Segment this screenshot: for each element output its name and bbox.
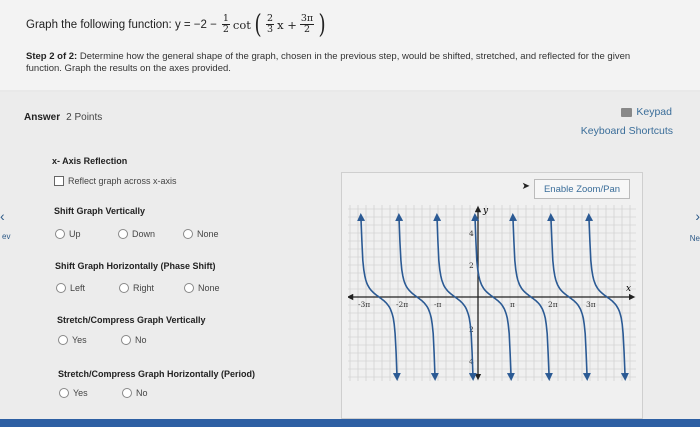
chevron-left-icon: ‹ [0, 208, 5, 224]
reflect-checkbox-label: Reflect graph across x-axis [68, 176, 177, 186]
step-label: Step 2 of 2: [26, 51, 78, 62]
problem-header [0, 0, 700, 90]
radio-label: Yes [72, 335, 87, 345]
argument-denominator: 3 [267, 24, 274, 35]
radio-circle[interactable] [56, 283, 66, 293]
x-axis-label: x [626, 284, 632, 294]
radio-shift-left[interactable] [56, 283, 85, 293]
function-name: cot [232, 17, 251, 32]
answer-points: 2 Points [66, 112, 103, 123]
checkbox-box[interactable] [54, 176, 64, 186]
radio-stretch-horiz-yes[interactable] [59, 388, 88, 398]
step-text: Determine how the general shape of the graph, chosen in the previous step, would be shifted, stretched, and reflected for the given function. Graph the results on the axes provided. [26, 51, 631, 74]
coefficient-denominator: 2 [222, 24, 229, 35]
coefficient-fraction [222, 14, 230, 35]
prev-nav[interactable] [0, 208, 12, 248]
radio-circle[interactable] [58, 335, 68, 345]
radio-label: Right [133, 283, 155, 293]
radio-stretch-horiz-no[interactable] [122, 388, 148, 398]
shift-horizontal-title: Shift Graph Horizontally (Phase Shift) [55, 261, 216, 271]
radio-stretch-vert-no[interactable] [121, 335, 147, 345]
radio-shift-up[interactable] [55, 229, 81, 239]
radio-label: Yes [73, 388, 88, 398]
question-prefix: Graph the following function: y = −2 − [26, 18, 217, 31]
argument-variable: x + [277, 17, 297, 32]
radio-shift-down[interactable] [118, 229, 155, 239]
keyboard-icon [621, 108, 632, 117]
radio-circle[interactable] [184, 283, 194, 293]
x-reflection-title: x- Axis Reflection [52, 156, 128, 166]
radio-circle[interactable] [122, 388, 132, 398]
y-tick-label: 2 [469, 325, 474, 334]
step-instructions [26, 51, 666, 75]
argument-numerator: 2 [267, 13, 274, 24]
cursor-icon: ➤ [521, 181, 530, 192]
radio-label: Left [70, 283, 86, 293]
keyboard-shortcuts-link[interactable]: Keyboard Shortcuts [580, 125, 673, 137]
radio-circle[interactable] [118, 229, 128, 239]
answer-heading [24, 112, 102, 123]
radio-circle[interactable] [183, 229, 193, 239]
shift-denominator: 2 [303, 24, 311, 35]
radio-shift-right[interactable] [119, 283, 154, 293]
radio-label: No [136, 388, 148, 398]
graph-grid [348, 205, 636, 381]
y-tick-label: 2 [469, 261, 474, 270]
y-axis-label: y [483, 206, 489, 216]
reflect-checkbox[interactable] [54, 176, 177, 186]
y-tick-label: 4 [469, 229, 474, 238]
shift-fraction [300, 14, 314, 35]
radio-stretch-vert-yes[interactable] [58, 335, 87, 345]
radio-label: Up [69, 229, 81, 239]
left-paren: ( [254, 9, 262, 40]
keypad-button[interactable] [621, 106, 672, 118]
answer-label: Answer [24, 112, 61, 123]
radio-shift-vert-none[interactable] [183, 229, 219, 239]
radio-label: Down [132, 229, 156, 239]
radio-shift-horiz-none[interactable] [184, 283, 220, 293]
radio-circle[interactable] [119, 283, 129, 293]
function-expression [221, 9, 327, 40]
shift-numerator: 3π [300, 13, 314, 24]
graph-canvas[interactable] [348, 205, 636, 381]
radio-label: None [198, 283, 220, 293]
keypad-label: Keypad [636, 106, 672, 118]
question-line [26, 9, 327, 40]
enable-zoom-pan-button[interactable]: Enable Zoom/Pan [534, 179, 630, 199]
radio-label: None [197, 229, 219, 239]
radio-circle[interactable] [55, 229, 65, 239]
x-tick-label: -3π [358, 300, 371, 309]
graph-panel [341, 172, 643, 419]
chevron-right-icon: › [695, 208, 700, 224]
prev-label: ev [2, 232, 11, 241]
x-tick-label: 3π [586, 300, 596, 309]
x-tick-label: 2π [548, 300, 558, 309]
radio-circle[interactable] [59, 388, 69, 398]
x-tick-label: -2π [396, 300, 409, 309]
coefficient-numerator: 1 [222, 13, 229, 24]
shift-vertical-title: Shift Graph Vertically [54, 206, 146, 216]
y-tick-label: 4 [469, 357, 474, 366]
bottom-bar [0, 419, 700, 427]
x-tick-label: π [510, 300, 515, 309]
next-nav[interactable] [686, 208, 700, 248]
next-label: Ne [689, 234, 700, 243]
x-tick-labels [358, 300, 596, 309]
argument-fraction [266, 14, 274, 35]
radio-circle[interactable] [121, 335, 131, 345]
x-tick-label: -π [434, 300, 442, 309]
stretch-vertical-title: Stretch/Compress Graph Vertically [57, 315, 206, 325]
stretch-horizontal-title: Stretch/Compress Graph Horizontally (Period) [58, 369, 256, 379]
radio-label: No [135, 335, 147, 345]
right-paren: ) [318, 9, 326, 40]
